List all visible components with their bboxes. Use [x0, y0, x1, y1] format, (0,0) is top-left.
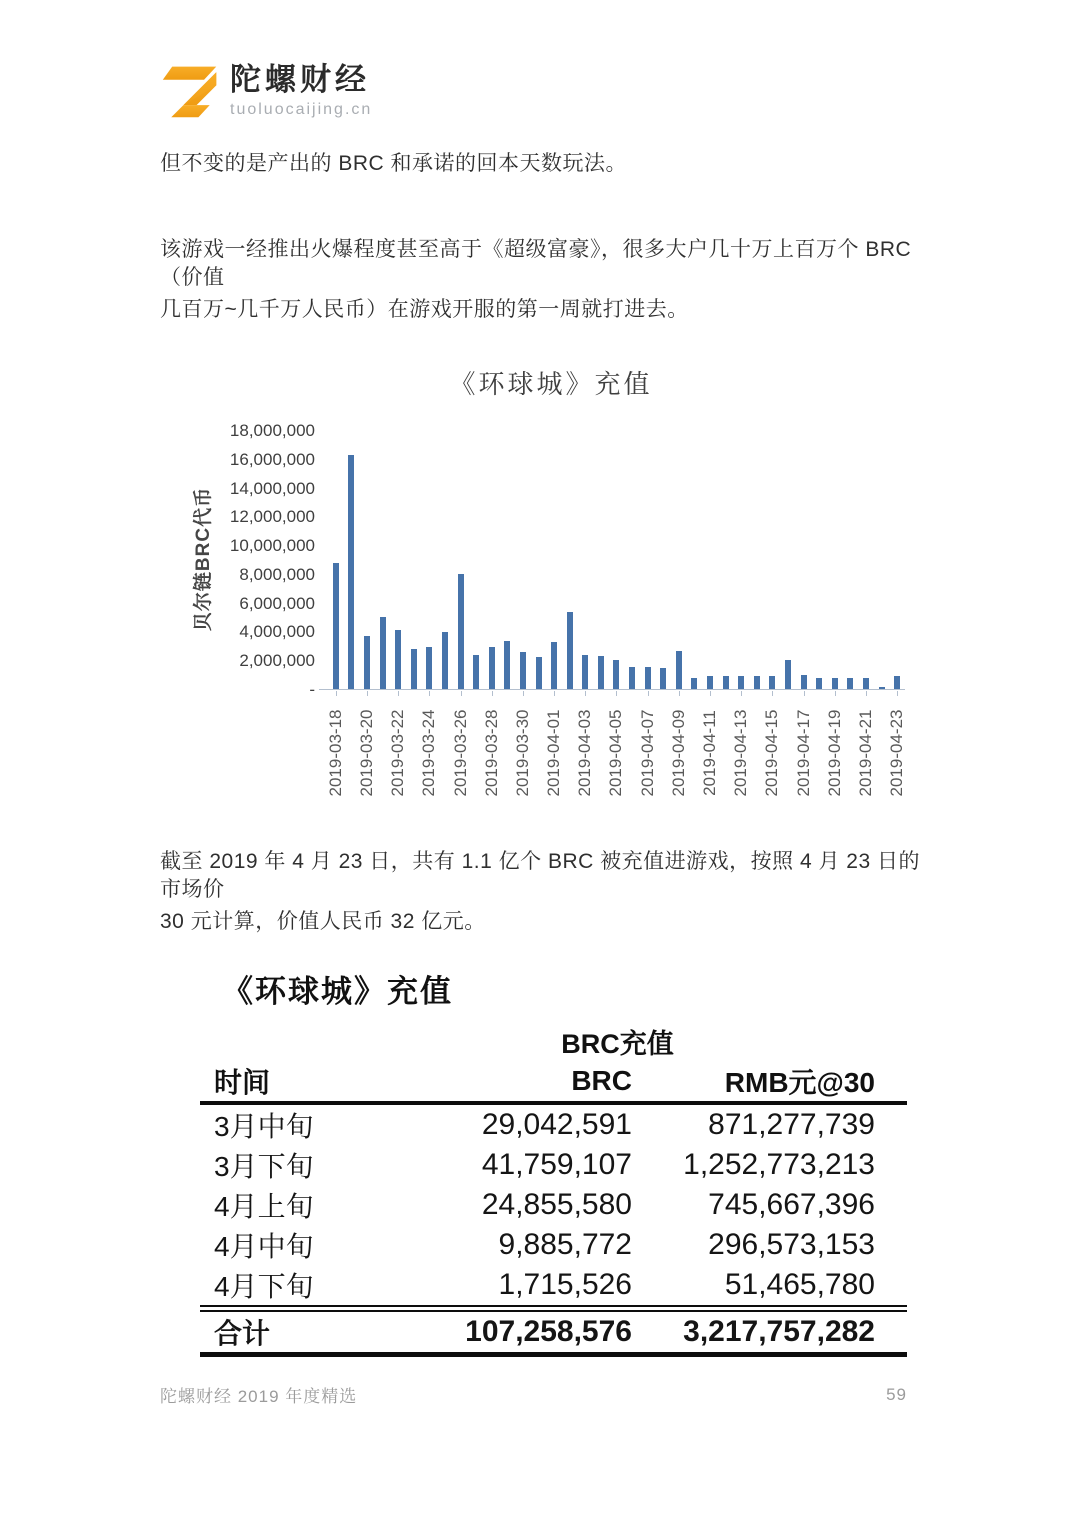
- recharge-table-section: [200, 966, 907, 1357]
- x-tick-label: 2019-04-11: [700, 710, 720, 796]
- bar-column: [702, 431, 718, 689]
- bar-2019-03-30: [520, 652, 526, 689]
- site-logo: [160, 62, 372, 120]
- bar-column: [624, 431, 640, 689]
- bar-2019-04-19: [832, 678, 838, 689]
- bar-2019-04-14: [754, 676, 760, 689]
- bar-2019-04-06: [629, 667, 635, 689]
- cell-brc: 41,759,107: [481, 1148, 632, 1181]
- bar-column: [843, 431, 859, 689]
- axis-tick: [616, 691, 617, 696]
- bar-2019-03-20: [364, 636, 370, 689]
- x-cell: [824, 691, 844, 801]
- cell-brc: 29,042,591: [481, 1108, 632, 1141]
- column-header-rmb: RMB元@30: [640, 1061, 907, 1103]
- axis-tick: [367, 691, 368, 696]
- y-tick-label: 14,000,000: [229, 478, 315, 498]
- axis-tick: [679, 691, 680, 696]
- bar-2019-03-29: [504, 641, 510, 689]
- bar-2019-04-21: [863, 678, 869, 689]
- cell-brc: 9,885,772: [498, 1228, 632, 1261]
- axis-tick: [772, 691, 773, 696]
- bar-column: [422, 431, 438, 689]
- bar-column: [733, 431, 749, 689]
- bar-2019-04-16: [785, 660, 791, 689]
- axis-tick: [523, 691, 524, 696]
- x-cell: [606, 691, 626, 801]
- x-axis-labels: [325, 691, 907, 801]
- bar-column: [375, 431, 391, 689]
- x-cell: [793, 691, 813, 801]
- cell-brc: 107,258,576: [390, 1309, 640, 1355]
- bar-column: [562, 431, 578, 689]
- bar-2019-04-04: [598, 656, 604, 689]
- x-tick-label: 2019-03-26: [450, 709, 470, 797]
- y-tick-label: -: [309, 680, 315, 699]
- x-cell: [702, 691, 718, 801]
- table-row: [200, 1265, 907, 1309]
- bar-2019-04-07: [645, 667, 651, 689]
- x-tick-label: 2019-04-07: [637, 709, 657, 797]
- cell-period: 4月中旬: [214, 1231, 314, 1262]
- bar-2019-04-10: [691, 678, 697, 689]
- recharge-table: [200, 1021, 907, 1357]
- x-cell: [450, 691, 470, 801]
- axis-tick: [835, 691, 836, 696]
- bar-column: [546, 431, 562, 689]
- axis-tick: [429, 691, 430, 696]
- x-cell: [546, 691, 562, 801]
- x-tick-label: 2019-04-21: [855, 709, 875, 797]
- bar-column: [453, 431, 469, 689]
- bar-column: [858, 431, 874, 689]
- y-tick-label: 2,000,000: [239, 651, 315, 671]
- cell-period: 合计: [200, 1309, 390, 1355]
- bar-column: [437, 431, 453, 689]
- table-total-row: [200, 1309, 907, 1355]
- bar-2019-04-03: [582, 655, 588, 689]
- x-tick-label: 2019-04-05: [606, 709, 626, 797]
- axis-tick: [461, 691, 462, 696]
- x-tick-label: 2019-03-24: [419, 709, 439, 797]
- bar-2019-04-11: [707, 676, 713, 689]
- bar-2019-04-17: [801, 675, 807, 689]
- axis-tick: [710, 691, 711, 696]
- brc-recharge-chart: [160, 350, 912, 806]
- y-tick-label: 6,000,000: [239, 593, 315, 613]
- bar-2019-03-21: [380, 617, 386, 689]
- table-row: [200, 1145, 907, 1185]
- bar-column: [687, 431, 703, 689]
- bar-column: [531, 431, 547, 689]
- x-cell: [575, 691, 595, 801]
- x-cell: [889, 691, 905, 801]
- bar-column: [593, 431, 609, 689]
- paragraph-2-line-1: 该游戏一经推出火爆程度甚至高于《超级富豪》，很多大户几十万上百万个 BRC（价值: [160, 238, 912, 289]
- bar-column: [889, 431, 905, 689]
- bar-column: [765, 431, 781, 689]
- y-tick-label: 18,000,000: [229, 421, 315, 440]
- x-cell: [855, 691, 875, 801]
- paragraph-3-line-1: 截至 2019 年 4 月 23 日，共有 1.1 亿个 BRC 被充值进游戏，按照 4 月 23 日的市场价: [160, 850, 921, 901]
- bar-2019-04-09: [676, 651, 682, 689]
- x-cell: [325, 691, 345, 801]
- bar-column: [749, 431, 765, 689]
- chart-title: 《环球城》充值: [449, 369, 653, 399]
- x-tick-label: 2019-04-01: [544, 709, 564, 797]
- axis-tick: [492, 691, 493, 696]
- y-tick-label: 12,000,000: [229, 507, 315, 527]
- bar-2019-03-24: [426, 647, 432, 689]
- y-axis-title: 贝尔链BRC代币: [193, 486, 214, 632]
- axis-tick: [585, 691, 586, 696]
- axis-tick: [866, 691, 867, 696]
- bar-2019-04-02: [567, 612, 573, 689]
- cell-rmb: 51,465,780: [724, 1268, 875, 1301]
- bar-2019-03-26: [458, 574, 464, 689]
- x-tick-label: 2019-04-09: [668, 709, 688, 797]
- cell-period: 3月中旬: [214, 1111, 314, 1142]
- y-axis-ticks: [160, 421, 315, 699]
- bar-column: [640, 431, 656, 689]
- x-cell: [762, 691, 782, 801]
- brand-domain: tuoluocaijing.cn: [230, 101, 373, 118]
- bar-column: [655, 431, 671, 689]
- cell-rmb: 871,277,739: [708, 1108, 875, 1141]
- bar-column: [344, 431, 360, 689]
- cell-brc: 1,715,526: [498, 1268, 632, 1301]
- bar-2019-03-22: [395, 630, 401, 689]
- bar-2019-04-15: [769, 676, 775, 689]
- x-tick-label: 2019-03-28: [481, 709, 501, 797]
- page-footer: [160, 1382, 907, 1407]
- bar-column: [796, 431, 812, 689]
- paragraph-1: 但不变的是产出的 BRC 和承诺的回本天数玩法。: [160, 152, 628, 175]
- y-tick-label: 4,000,000: [239, 622, 315, 642]
- bar-column: [609, 431, 625, 689]
- cell-brc: 24,855,580: [481, 1188, 632, 1221]
- x-tick-label: 2019-04-15: [762, 709, 782, 797]
- column-header-brc: BRC: [390, 1061, 640, 1103]
- bar-column: [328, 431, 344, 689]
- x-cell: [419, 691, 439, 801]
- plot-area: [328, 431, 905, 690]
- x-cell: [668, 691, 688, 801]
- table-row: [200, 1185, 907, 1225]
- cell-period: 4月下旬: [214, 1271, 314, 1302]
- x-tick-label: 2019-04-19: [824, 709, 844, 797]
- bar-column: [780, 431, 796, 689]
- cell-rmb: 3,217,757,282: [640, 1309, 907, 1355]
- bar-column: [874, 431, 890, 689]
- x-cell: [512, 691, 532, 801]
- tuoluo-z-icon: [160, 62, 220, 120]
- x-tick-label: 2019-03-20: [356, 709, 376, 797]
- empty-header-cell: [200, 1021, 390, 1061]
- brand-name: 陀螺财经: [230, 62, 370, 97]
- y-tick-label: 8,000,000: [239, 564, 315, 584]
- x-cell: [637, 691, 657, 801]
- y-tick-label: 10,000,000: [229, 536, 315, 556]
- axis-tick: [554, 691, 555, 696]
- cell-rmb: 296,573,153: [708, 1228, 875, 1261]
- axis-tick: [804, 691, 805, 696]
- x-tick-label: 2019-03-18: [325, 709, 345, 797]
- x-tick-label: 2019-04-17: [793, 709, 813, 797]
- group-header-brc: BRC充值: [561, 1028, 674, 1059]
- bar-2019-03-23: [411, 649, 417, 689]
- bar-column: [718, 431, 734, 689]
- bar-column: [671, 431, 687, 689]
- table-row: [200, 1103, 907, 1145]
- axis-tick: [398, 691, 399, 696]
- bar-2019-03-18: [333, 563, 339, 689]
- bar-2019-04-18: [816, 678, 822, 689]
- x-tick-label: 2019-04-23: [887, 709, 907, 797]
- bar-2019-03-27: [473, 655, 479, 689]
- axis-tick: [897, 691, 898, 696]
- table-title: 《环球城》充值: [222, 974, 453, 1009]
- x-cell: [481, 691, 501, 801]
- y-tick-label: 16,000,000: [229, 449, 315, 469]
- table-row: [200, 1225, 907, 1265]
- x-tick-label: 2019-03-22: [388, 709, 408, 797]
- bar-2019-03-31: [536, 657, 542, 689]
- x-tick-label: 2019-04-03: [575, 709, 595, 797]
- bar-column: [359, 431, 375, 689]
- bar-column: [468, 431, 484, 689]
- table-body: [200, 1103, 907, 1355]
- bar-2019-03-28: [489, 647, 495, 689]
- bar-column: [827, 431, 843, 689]
- bar-column: [578, 431, 594, 689]
- bar-column: [515, 431, 531, 689]
- bar-2019-04-22: [879, 687, 885, 689]
- axis-tick: [741, 691, 742, 696]
- bar-2019-04-23: [894, 676, 900, 689]
- cell-rmb: 1,252,773,213: [683, 1148, 875, 1181]
- bar-column: [484, 431, 500, 689]
- x-cell: [390, 691, 406, 801]
- bar-column: [500, 431, 516, 689]
- page-number: 59: [886, 1384, 907, 1404]
- bar-2019-04-13: [738, 676, 744, 689]
- axis-tick: [336, 691, 337, 696]
- bar-2019-04-01: [551, 642, 557, 689]
- bar-2019-04-05: [613, 660, 619, 689]
- bar-2019-03-19: [348, 455, 354, 689]
- bar-2019-03-25: [442, 632, 448, 689]
- bar-column: [390, 431, 406, 689]
- bar-column: [406, 431, 422, 689]
- bar-2019-04-08: [660, 668, 666, 689]
- x-cell: [356, 691, 376, 801]
- bar-2019-04-12: [723, 676, 729, 689]
- cell-period: 3月下旬: [214, 1151, 314, 1182]
- paragraph-3-line-2: 30 元计算，价值人民币 32 亿元。: [160, 910, 486, 933]
- axis-tick: [648, 691, 649, 696]
- x-cell: [733, 691, 749, 801]
- cell-period: 4月上旬: [214, 1191, 314, 1222]
- bar-2019-04-20: [847, 678, 853, 689]
- x-tick-label: 2019-04-13: [731, 709, 751, 797]
- cell-rmb: 745,667,396: [708, 1188, 875, 1221]
- paragraph-2-line-2: 几百万~几千万人民币）在游戏开服的第一周就打进去。: [160, 298, 689, 321]
- column-header-time: 时间: [200, 1061, 390, 1103]
- bar-column: [811, 431, 827, 689]
- footer-title: 陀螺财经 2019 年度精选: [160, 1387, 358, 1406]
- x-tick-label: 2019-03-30: [512, 709, 532, 797]
